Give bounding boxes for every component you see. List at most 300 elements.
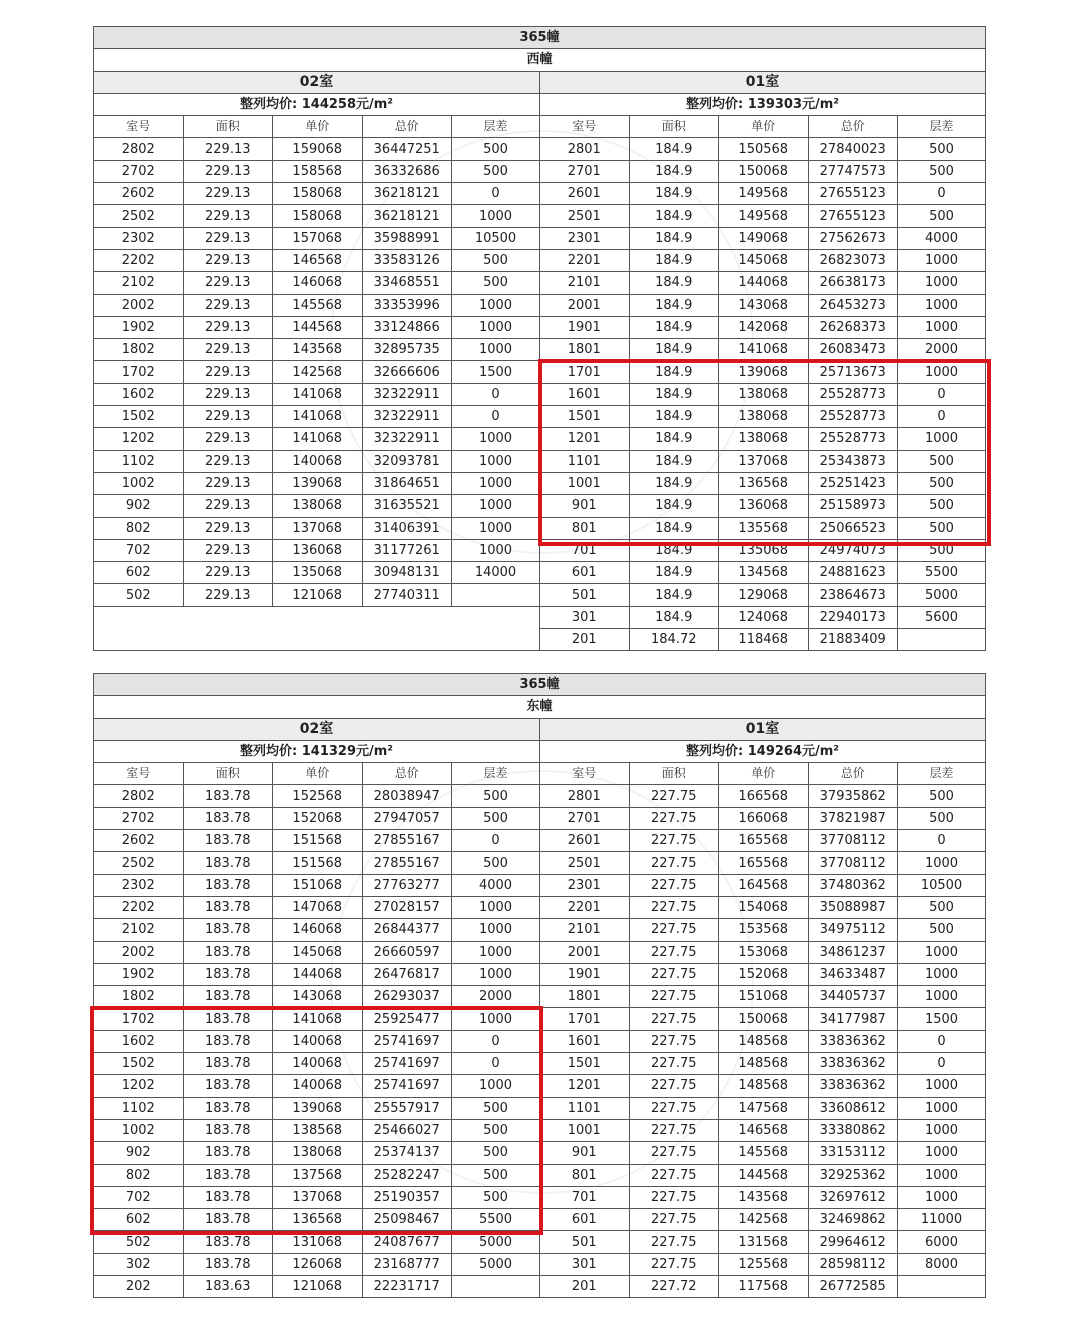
table-cell: 25374137 <box>362 1142 452 1164</box>
table-cell: 1000 <box>898 1142 986 1164</box>
table-cell: 121068 <box>273 1276 363 1298</box>
table-cell: 2701 <box>540 160 630 182</box>
table-cell: 136568 <box>719 472 809 494</box>
table-cell: 1000 <box>898 986 986 1008</box>
column-header: 面积 <box>629 763 719 785</box>
table-cell: 183.78 <box>183 785 273 807</box>
table-cell: 184.9 <box>629 562 719 584</box>
table-cell: 33583126 <box>362 249 452 271</box>
table-cell: 37821987 <box>808 807 898 829</box>
table-cell: 143068 <box>273 986 363 1008</box>
table-cell: 1000 <box>452 316 540 338</box>
table-cell: 500 <box>452 1119 540 1141</box>
table-cell: 25158973 <box>808 495 898 517</box>
table-cell: 150068 <box>719 160 809 182</box>
table-cell: 184.9 <box>629 339 719 361</box>
table-cell: 26638173 <box>808 272 898 294</box>
table-cell: 229.13 <box>183 450 273 472</box>
table-cell: 37480362 <box>808 874 898 896</box>
table-cell: 500 <box>452 1097 540 1119</box>
table-cell: 1502 <box>94 406 184 428</box>
table-cell: 601 <box>540 1209 630 1231</box>
table-cell: 28038947 <box>362 785 452 807</box>
table-cell: 183.78 <box>183 1075 273 1097</box>
table-cell: 184.9 <box>629 316 719 338</box>
table-cell: 502 <box>94 1231 184 1253</box>
table-cell: 26268373 <box>808 316 898 338</box>
table-cell: 30948131 <box>362 562 452 584</box>
table-cell: 0 <box>452 1053 540 1075</box>
table-cell: 25343873 <box>808 450 898 472</box>
table-cell: 183.78 <box>183 1164 273 1186</box>
table-cell: 25713673 <box>808 361 898 383</box>
table-row <box>94 1053 986 1075</box>
table-row <box>94 383 986 405</box>
table-cell: 227.75 <box>629 874 719 896</box>
table-cell: 801 <box>540 517 630 539</box>
table-cell: 26823073 <box>808 249 898 271</box>
column-header: 层差 <box>452 763 540 785</box>
table-cell: 33836362 <box>808 1075 898 1097</box>
table-cell: 902 <box>94 495 184 517</box>
table-cell: 152068 <box>719 963 809 985</box>
table-cell: 139068 <box>273 472 363 494</box>
table-cell: 227.75 <box>629 1053 719 1075</box>
table-cell: 26660597 <box>362 941 452 963</box>
empty-cell <box>94 606 540 651</box>
table-cell: 25557917 <box>362 1097 452 1119</box>
table-cell: 4000 <box>452 874 540 896</box>
table-cell: 25528773 <box>808 428 898 450</box>
table-cell: 184.9 <box>629 160 719 182</box>
table-cell: 1802 <box>94 339 184 361</box>
column-header: 总价 <box>362 763 452 785</box>
table-cell: 33468551 <box>362 272 452 294</box>
table-cell: 1000 <box>898 316 986 338</box>
table-cell: 33836362 <box>808 1030 898 1052</box>
column-header: 面积 <box>183 763 273 785</box>
table-row <box>94 1164 986 1186</box>
table-cell: 184.9 <box>629 517 719 539</box>
average-price: 整列均价: 141329元/m² <box>94 740 540 762</box>
table-cell: 164568 <box>719 874 809 896</box>
table-cell: 1000 <box>452 428 540 450</box>
table-cell: 135068 <box>719 539 809 561</box>
table-cell: 183.78 <box>183 1186 273 1208</box>
table-cell: 138068 <box>719 406 809 428</box>
table-cell: 500 <box>452 160 540 182</box>
table-cell: 0 <box>452 183 540 205</box>
table-row <box>94 874 986 896</box>
table-row <box>94 316 986 338</box>
table-cell: 183.78 <box>183 1030 273 1052</box>
table-cell: 802 <box>94 1164 184 1186</box>
table-cell: 26772585 <box>808 1276 898 1298</box>
table-cell: 0 <box>898 1053 986 1075</box>
table-cell: 901 <box>540 1142 630 1164</box>
table-cell: 801 <box>540 1164 630 1186</box>
column-header: 面积 <box>183 116 273 138</box>
table-cell: 6000 <box>898 1231 986 1253</box>
table-cell: 183.78 <box>183 1097 273 1119</box>
table-cell: 27947057 <box>362 807 452 829</box>
table-row <box>94 830 986 852</box>
table-cell: 151568 <box>273 852 363 874</box>
table-cell: 227.75 <box>629 986 719 1008</box>
table-cell: 229.13 <box>183 138 273 160</box>
table-cell: 301 <box>540 606 630 628</box>
table-cell: 1502 <box>94 1053 184 1075</box>
table-cell: 1000 <box>452 941 540 963</box>
table-cell: 229.13 <box>183 160 273 182</box>
table-cell: 129068 <box>719 584 809 606</box>
table-cell: 500 <box>898 807 986 829</box>
table-row <box>94 249 986 271</box>
table-row <box>94 896 986 918</box>
table-cell: 184.9 <box>629 428 719 450</box>
table-cell: 2801 <box>540 138 630 160</box>
table-cell: 1000 <box>452 517 540 539</box>
table-cell: 153068 <box>719 941 809 963</box>
table-row <box>94 584 986 606</box>
table-cell: 23864673 <box>808 584 898 606</box>
column-header: 室号 <box>540 763 630 785</box>
column-header: 单价 <box>719 116 809 138</box>
table-cell: 14000 <box>452 562 540 584</box>
table-cell: 137068 <box>273 1186 363 1208</box>
table-row <box>94 1142 986 1164</box>
table-cell: 144568 <box>719 1164 809 1186</box>
table-cell: 134568 <box>719 562 809 584</box>
table-cell: 602 <box>94 1209 184 1231</box>
table-row <box>94 1097 986 1119</box>
table-cell: 184.9 <box>629 495 719 517</box>
table-cell: 183.78 <box>183 963 273 985</box>
table-cell: 183.78 <box>183 1119 273 1141</box>
table-cell: 1000 <box>898 294 986 316</box>
table-cell: 25190357 <box>362 1186 452 1208</box>
table-cell: 500 <box>452 785 540 807</box>
column-header: 室号 <box>94 763 184 785</box>
table-cell: 229.13 <box>183 183 273 205</box>
table-cell: 27740311 <box>362 584 452 606</box>
table-cell: 28598112 <box>808 1253 898 1275</box>
table-cell: 1000 <box>452 495 540 517</box>
table-cell: 2301 <box>540 227 630 249</box>
table-cell: 500 <box>452 807 540 829</box>
table-cell: 24087677 <box>362 1231 452 1253</box>
table-cell: 36218121 <box>362 183 452 205</box>
table-cell: 37935862 <box>808 785 898 807</box>
table-cell: 144068 <box>719 272 809 294</box>
table-cell: 34861237 <box>808 941 898 963</box>
table-cell: 1501 <box>540 1053 630 1075</box>
table-cell: 500 <box>898 138 986 160</box>
table-cell: 2601 <box>540 183 630 205</box>
table-cell: 802 <box>94 517 184 539</box>
table-cell: 137568 <box>273 1164 363 1186</box>
table-cell: 1701 <box>540 361 630 383</box>
table-cell: 33124866 <box>362 316 452 338</box>
table-cell: 184.9 <box>629 249 719 271</box>
table-cell: 702 <box>94 539 184 561</box>
table-cell: 36332686 <box>362 160 452 182</box>
table-cell: 1902 <box>94 316 184 338</box>
table-row <box>94 1186 986 1208</box>
table-row <box>94 294 986 316</box>
table-cell: 227.75 <box>629 1008 719 1030</box>
table-cell: 183.78 <box>183 1008 273 1030</box>
table-cell: 142568 <box>719 1209 809 1231</box>
table-cell <box>452 1276 540 1298</box>
table-cell: 36447251 <box>362 138 452 160</box>
table-cell: 184.9 <box>629 406 719 428</box>
table-cell: 144568 <box>273 316 363 338</box>
table-cell: 1000 <box>452 205 540 227</box>
table-cell: 0 <box>898 1030 986 1052</box>
table-cell: 184.72 <box>629 629 719 651</box>
column-header: 单价 <box>273 763 363 785</box>
table-row <box>94 1209 986 1231</box>
table-cell: 1601 <box>540 1030 630 1052</box>
table-cell: 1201 <box>540 428 630 450</box>
table-cell: 500 <box>898 896 986 918</box>
table-row <box>94 138 986 160</box>
table-cell: 1000 <box>452 294 540 316</box>
table-cell: 1801 <box>540 339 630 361</box>
table-cell: 4000 <box>898 227 986 249</box>
table-row <box>94 606 986 628</box>
table-cell: 11000 <box>898 1209 986 1231</box>
table-row <box>94 539 986 561</box>
table-row <box>94 1253 986 1275</box>
table-cell: 1101 <box>540 1097 630 1119</box>
table-cell: 137068 <box>719 450 809 472</box>
table-cell: 184.9 <box>629 383 719 405</box>
table-cell: 500 <box>452 1164 540 1186</box>
table-cell: 24881623 <box>808 562 898 584</box>
table-cell: 184.9 <box>629 183 719 205</box>
table-cell: 1000 <box>452 963 540 985</box>
table-cell: 229.13 <box>183 562 273 584</box>
table-cell: 32666606 <box>362 361 452 383</box>
table-cell: 158568 <box>273 160 363 182</box>
table-cell: 27840023 <box>808 138 898 160</box>
table-cell: 183.78 <box>183 986 273 1008</box>
table-cell: 146568 <box>719 1119 809 1141</box>
table-cell: 2601 <box>540 830 630 852</box>
table-cell: 147068 <box>273 896 363 918</box>
table-cell: 32895735 <box>362 339 452 361</box>
table-cell: 2802 <box>94 785 184 807</box>
table-cell: 500 <box>898 160 986 182</box>
table-cell: 148568 <box>719 1030 809 1052</box>
table-cell <box>898 629 986 651</box>
table-cell: 229.13 <box>183 472 273 494</box>
table-cell: 32322911 <box>362 383 452 405</box>
building-side-label: 东幢 <box>94 696 986 718</box>
table-row <box>94 1030 986 1052</box>
table-cell: 183.78 <box>183 941 273 963</box>
column-header: 层差 <box>898 763 986 785</box>
table-cell: 137068 <box>273 517 363 539</box>
table-cell: 0 <box>898 406 986 428</box>
column-header: 单价 <box>719 763 809 785</box>
table-cell: 166068 <box>719 807 809 829</box>
table-row <box>94 361 986 383</box>
table-cell: 25066523 <box>808 517 898 539</box>
table-cell: 138068 <box>719 383 809 405</box>
table-cell: 227.75 <box>629 1209 719 1231</box>
table-cell: 138068 <box>719 428 809 450</box>
table-cell: 151568 <box>273 830 363 852</box>
table-cell: 184.9 <box>629 606 719 628</box>
table-cell: 229.13 <box>183 495 273 517</box>
table-cell: 2702 <box>94 160 184 182</box>
table-cell: 1000 <box>452 472 540 494</box>
table-cell: 227.75 <box>629 785 719 807</box>
table-cell: 2001 <box>540 294 630 316</box>
table-cell: 183.78 <box>183 919 273 941</box>
table-cell: 1000 <box>452 450 540 472</box>
table-cell: 35088987 <box>808 896 898 918</box>
table-cell: 183.78 <box>183 1142 273 1164</box>
table-cell: 2501 <box>540 852 630 874</box>
table-row <box>94 472 986 494</box>
table-cell: 26083473 <box>808 339 898 361</box>
table-cell: 5500 <box>898 562 986 584</box>
table-cell: 166568 <box>719 785 809 807</box>
table-cell: 227.75 <box>629 896 719 918</box>
table-cell: 147568 <box>719 1097 809 1119</box>
table-cell: 37708112 <box>808 830 898 852</box>
table-cell: 229.13 <box>183 316 273 338</box>
table-cell: 34177987 <box>808 1008 898 1030</box>
table-cell: 1000 <box>452 896 540 918</box>
table-cell: 500 <box>452 138 540 160</box>
table-row <box>94 339 986 361</box>
table-cell: 229.13 <box>183 249 273 271</box>
table-cell: 184.9 <box>629 584 719 606</box>
table-cell: 2202 <box>94 896 184 918</box>
table-cell: 165568 <box>719 852 809 874</box>
table-cell: 31406391 <box>362 517 452 539</box>
table-cell: 1000 <box>452 919 540 941</box>
table-cell: 201 <box>540 1276 630 1298</box>
table-cell: 227.75 <box>629 852 719 874</box>
table-cell: 229.13 <box>183 406 273 428</box>
table-cell: 140068 <box>273 450 363 472</box>
table-cell: 143568 <box>273 339 363 361</box>
table-cell: 27747573 <box>808 160 898 182</box>
table-cell: 33608612 <box>808 1097 898 1119</box>
table-cell: 27763277 <box>362 874 452 896</box>
table-row <box>94 1075 986 1097</box>
table-cell: 183.78 <box>183 1053 273 1075</box>
table-cell: 33353996 <box>362 294 452 316</box>
building-title: 365幢 <box>94 27 986 49</box>
table-cell: 227.75 <box>629 919 719 941</box>
table-cell: 151068 <box>273 874 363 896</box>
table-cell: 229.13 <box>183 272 273 294</box>
table-row <box>94 785 986 807</box>
table-cell: 501 <box>540 584 630 606</box>
table-cell: 2201 <box>540 249 630 271</box>
table-cell: 227.75 <box>629 1164 719 1186</box>
table-cell: 901 <box>540 495 630 517</box>
average-price: 整列均价: 149264元/m² <box>540 740 986 762</box>
table-cell: 1000 <box>898 249 986 271</box>
table-cell: 1002 <box>94 1119 184 1141</box>
table-cell: 151068 <box>719 986 809 1008</box>
table-cell: 25528773 <box>808 406 898 428</box>
table-cell: 2501 <box>540 205 630 227</box>
table-row <box>94 852 986 874</box>
table-cell: 158068 <box>273 183 363 205</box>
table-cell: 229.13 <box>183 361 273 383</box>
table-cell: 25466027 <box>362 1119 452 1141</box>
table-row <box>94 517 986 539</box>
table-row <box>94 272 986 294</box>
table-cell: 149568 <box>719 205 809 227</box>
column-header: 室号 <box>94 116 184 138</box>
table-cell: 1000 <box>898 1119 986 1141</box>
average-price: 整列均价: 144258元/m² <box>94 93 540 115</box>
table-cell: 5500 <box>452 1209 540 1231</box>
table-cell: 31864651 <box>362 472 452 494</box>
table-cell: 601 <box>540 562 630 584</box>
table-cell: 0 <box>898 830 986 852</box>
table-row <box>94 562 986 584</box>
table-cell: 501 <box>540 1231 630 1253</box>
table-cell: 27655123 <box>808 183 898 205</box>
column-header: 面积 <box>629 116 719 138</box>
table-cell: 0 <box>898 183 986 205</box>
table-cell: 1500 <box>452 361 540 383</box>
table-cell: 158068 <box>273 205 363 227</box>
table-cell: 902 <box>94 1142 184 1164</box>
table-cell: 202 <box>94 1276 184 1298</box>
column-header: 总价 <box>362 116 452 138</box>
unit-label: 01室 <box>540 71 986 93</box>
table-cell: 2000 <box>898 339 986 361</box>
table-cell: 150568 <box>719 138 809 160</box>
east-building-price-table <box>93 673 986 1298</box>
table-row <box>94 183 986 205</box>
table-cell: 2101 <box>540 272 630 294</box>
table-cell: 0 <box>898 383 986 405</box>
table-cell: 184.9 <box>629 539 719 561</box>
table-row <box>94 1119 986 1141</box>
table-cell: 500 <box>898 539 986 561</box>
table-row <box>94 1008 986 1030</box>
table-cell: 139068 <box>719 361 809 383</box>
table-cell: 27562673 <box>808 227 898 249</box>
table-cell: 1000 <box>452 1075 540 1097</box>
table-cell: 136568 <box>273 1209 363 1231</box>
table-cell: 1000 <box>452 539 540 561</box>
table-cell: 229.13 <box>183 584 273 606</box>
column-header: 室号 <box>540 116 630 138</box>
table-cell: 2702 <box>94 807 184 829</box>
table-cell: 23168777 <box>362 1253 452 1275</box>
table-cell: 1201 <box>540 1075 630 1097</box>
table-cell: 31177261 <box>362 539 452 561</box>
table-cell: 24974073 <box>808 539 898 561</box>
table-cell: 1901 <box>540 963 630 985</box>
table-cell: 0 <box>452 1030 540 1052</box>
table-cell: 227.75 <box>629 1075 719 1097</box>
